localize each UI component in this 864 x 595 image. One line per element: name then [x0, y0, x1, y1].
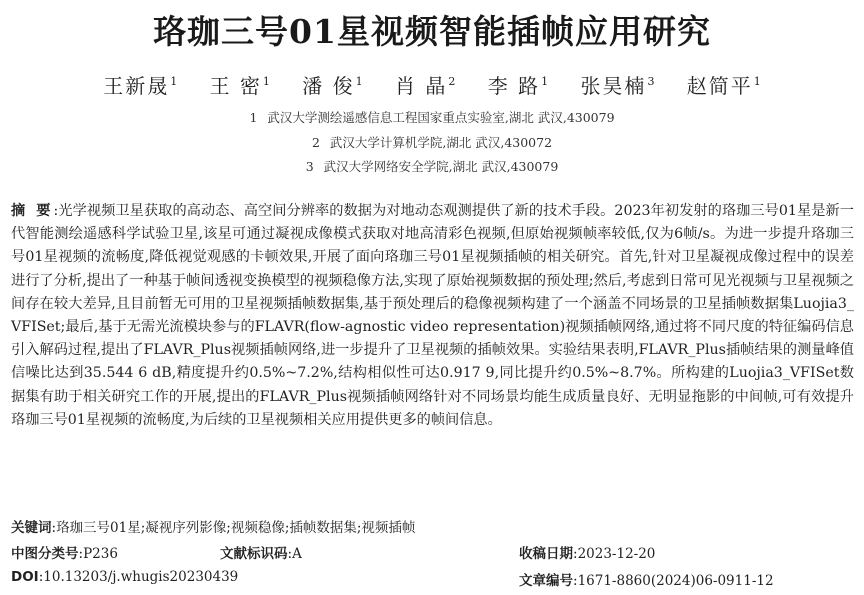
keywords-text: 珞珈三号01星;凝视序列影像;视频稳像;插帧数据集;视频插帧: [56, 520, 416, 536]
meta-row: [11, 569, 854, 589]
abstract-text: 光学视频卫星获取的高动态、高空间分辨率的数据为对地动态观测提供了新的技术手段。2023年初发射的珞珈三号01星是新一代智能测绘遥感科学试验卫星,该星可通过凝视成像模式获取对地高清彩色视频,但原始视频帧率较低,仅为6帧/s。为进一步提升珞珈三号01星视频的流畅度,降低视觉观感的卡顿效果,开展了面向珞珈三号01星视频插帧的相关研究。首先,针对卫星凝视成像过程中的误差进行了分析,提出了一种基于帧间透视变换模型的视频稳像方法,实现了原始视频数据的预处理;然后,考虑到日常可见光视频与卫星视频之间存在较大差异,且目前暂无可用的卫星视频插帧数据集,基于预处理后的稳像视频构建了一个涵盖不同场景的卫星插帧数据集Luojia3_VFISet;最后,基于无需光流模块参与的FLAVR(flow-agnostic video representation)视频插帧网络,通过将不同尺度的特征编码信息引入解码过程,提出了FLAVR_Plus视频插帧网络,进一步提升了卫星视频的插帧效果。实验结果表明,FLAVR_Plus插帧结果的测量峰值信噪比达到35.544 6 dB,精度提升约0.5%~7.2%,结构相似性可达0.917 9,同比提升约0.5%~8.7%。所构建的Luojia3_VFISet数据集有助于相关研究工作的开展,提出的FLAVR_Plus视频插帧网络针对不同场景均能生成质量良好、无明显拖影的中间帧,可有效提升珞珈三号01星视频的流畅度,为后续的卫星视频相关应用提供更多的帧间信息。: [11, 203, 854, 428]
author: 肖 晶$^2$: [395, 74, 456, 98]
keywords-label: 关键词: [11, 520, 52, 536]
document-code: 文献标识码:A: [220, 546, 302, 562]
author: 潘 俊$^1$: [302, 74, 363, 98]
affiliation: 2 武汉大学计算机学院,湖北 武汉,430072: [311, 135, 553, 150]
author: 张昊楠$^3$: [580, 74, 655, 98]
author: 李 路$^1$: [487, 74, 549, 98]
affiliation: 1 武汉大学测绘遥感信息工程国家重点实验室,湖北 武汉,430079: [249, 110, 615, 125]
article-number: 文章编号:1671-8860(2024)06-0911-12: [519, 573, 774, 589]
author-list: [0, 70, 864, 99]
doi: DOI:10.13203/j.whugis20230439: [11, 569, 239, 585]
keywords: 关键词:珞珈三号01星;凝视序列影像;视频稳像;插帧数据集;视频插帧: [11, 520, 416, 536]
author: 赵简平$^1$: [686, 74, 761, 98]
abstract-label: 摘 要: [11, 203, 54, 219]
paper-title: 珞珈三号01星视频智能插帧应用研究: [153, 12, 711, 51]
abstract: 摘 要:光学视频卫星获取的高动态、高空间分辨率的数据为对地动态观测提供了新的技术手段。2023年初发射的珞珈三号01星是新一代智能测绘遥感科学试验卫星,该星可通过凝视成像模式获取对地高清彩色视频,但原始视频帧率较低,仅为6帧/s。为进一步提升珞珈三号01星视频的流畅度,降低视觉观感的卡顿效果,开展了面向珞珈三号01星视频插帧的相关研究。首先,针对卫星凝视成像过程中的误差进行了分析,提出了一种基于帧间透视变换模型的视频稳像方法,实现了原始视频数据的预处理;然后,考虑到日常可见光视频与卫星视频之间存在较大差异,且目前暂无可用的卫星视频插帧数据集,基于预处理后的稳像视频构建了一个涵盖不同场景的卫星插帧数据集Luojia3_VFISet;最后,基于无需光流模块参与的FLAVR(flow-agnostic video representation)视频插帧网络,通过将不同尺度的特征编码信息引入解码过程,提出了FLAVR_Plus视频插帧网络,进一步提升了卫星视频的插帧效果。实验结果表明,FLAVR_Plus插帧结果的测量峰值信噪比达到35.544 6 dB,精度提升约0.5%~7.2%,结构相似性可达0.917 9,同比提升约0.5%~8.7%。所构建的Luojia3_VFISet数据集有助于相关研究工作的开展,提出的FLAVR_Plus视频插帧网络针对不同场景均能生成质量良好、无明显拖影的中间帧,可有效提升珞珈三号01星视频的流畅度,为后续的卫星视频相关应用提供更多的帧间信息。: [11, 203, 854, 428]
affiliation: 3 武汉大学网络安全学院,湖北 武汉,430079: [305, 159, 559, 174]
clc-number: 中图分类号:P236: [11, 546, 118, 562]
meta-row: [11, 542, 854, 562]
received-date: 收稿日期:2023-12-20: [519, 546, 656, 562]
author: 王 密$^1$: [209, 74, 270, 98]
author: 王新晟$^1$: [103, 74, 178, 98]
